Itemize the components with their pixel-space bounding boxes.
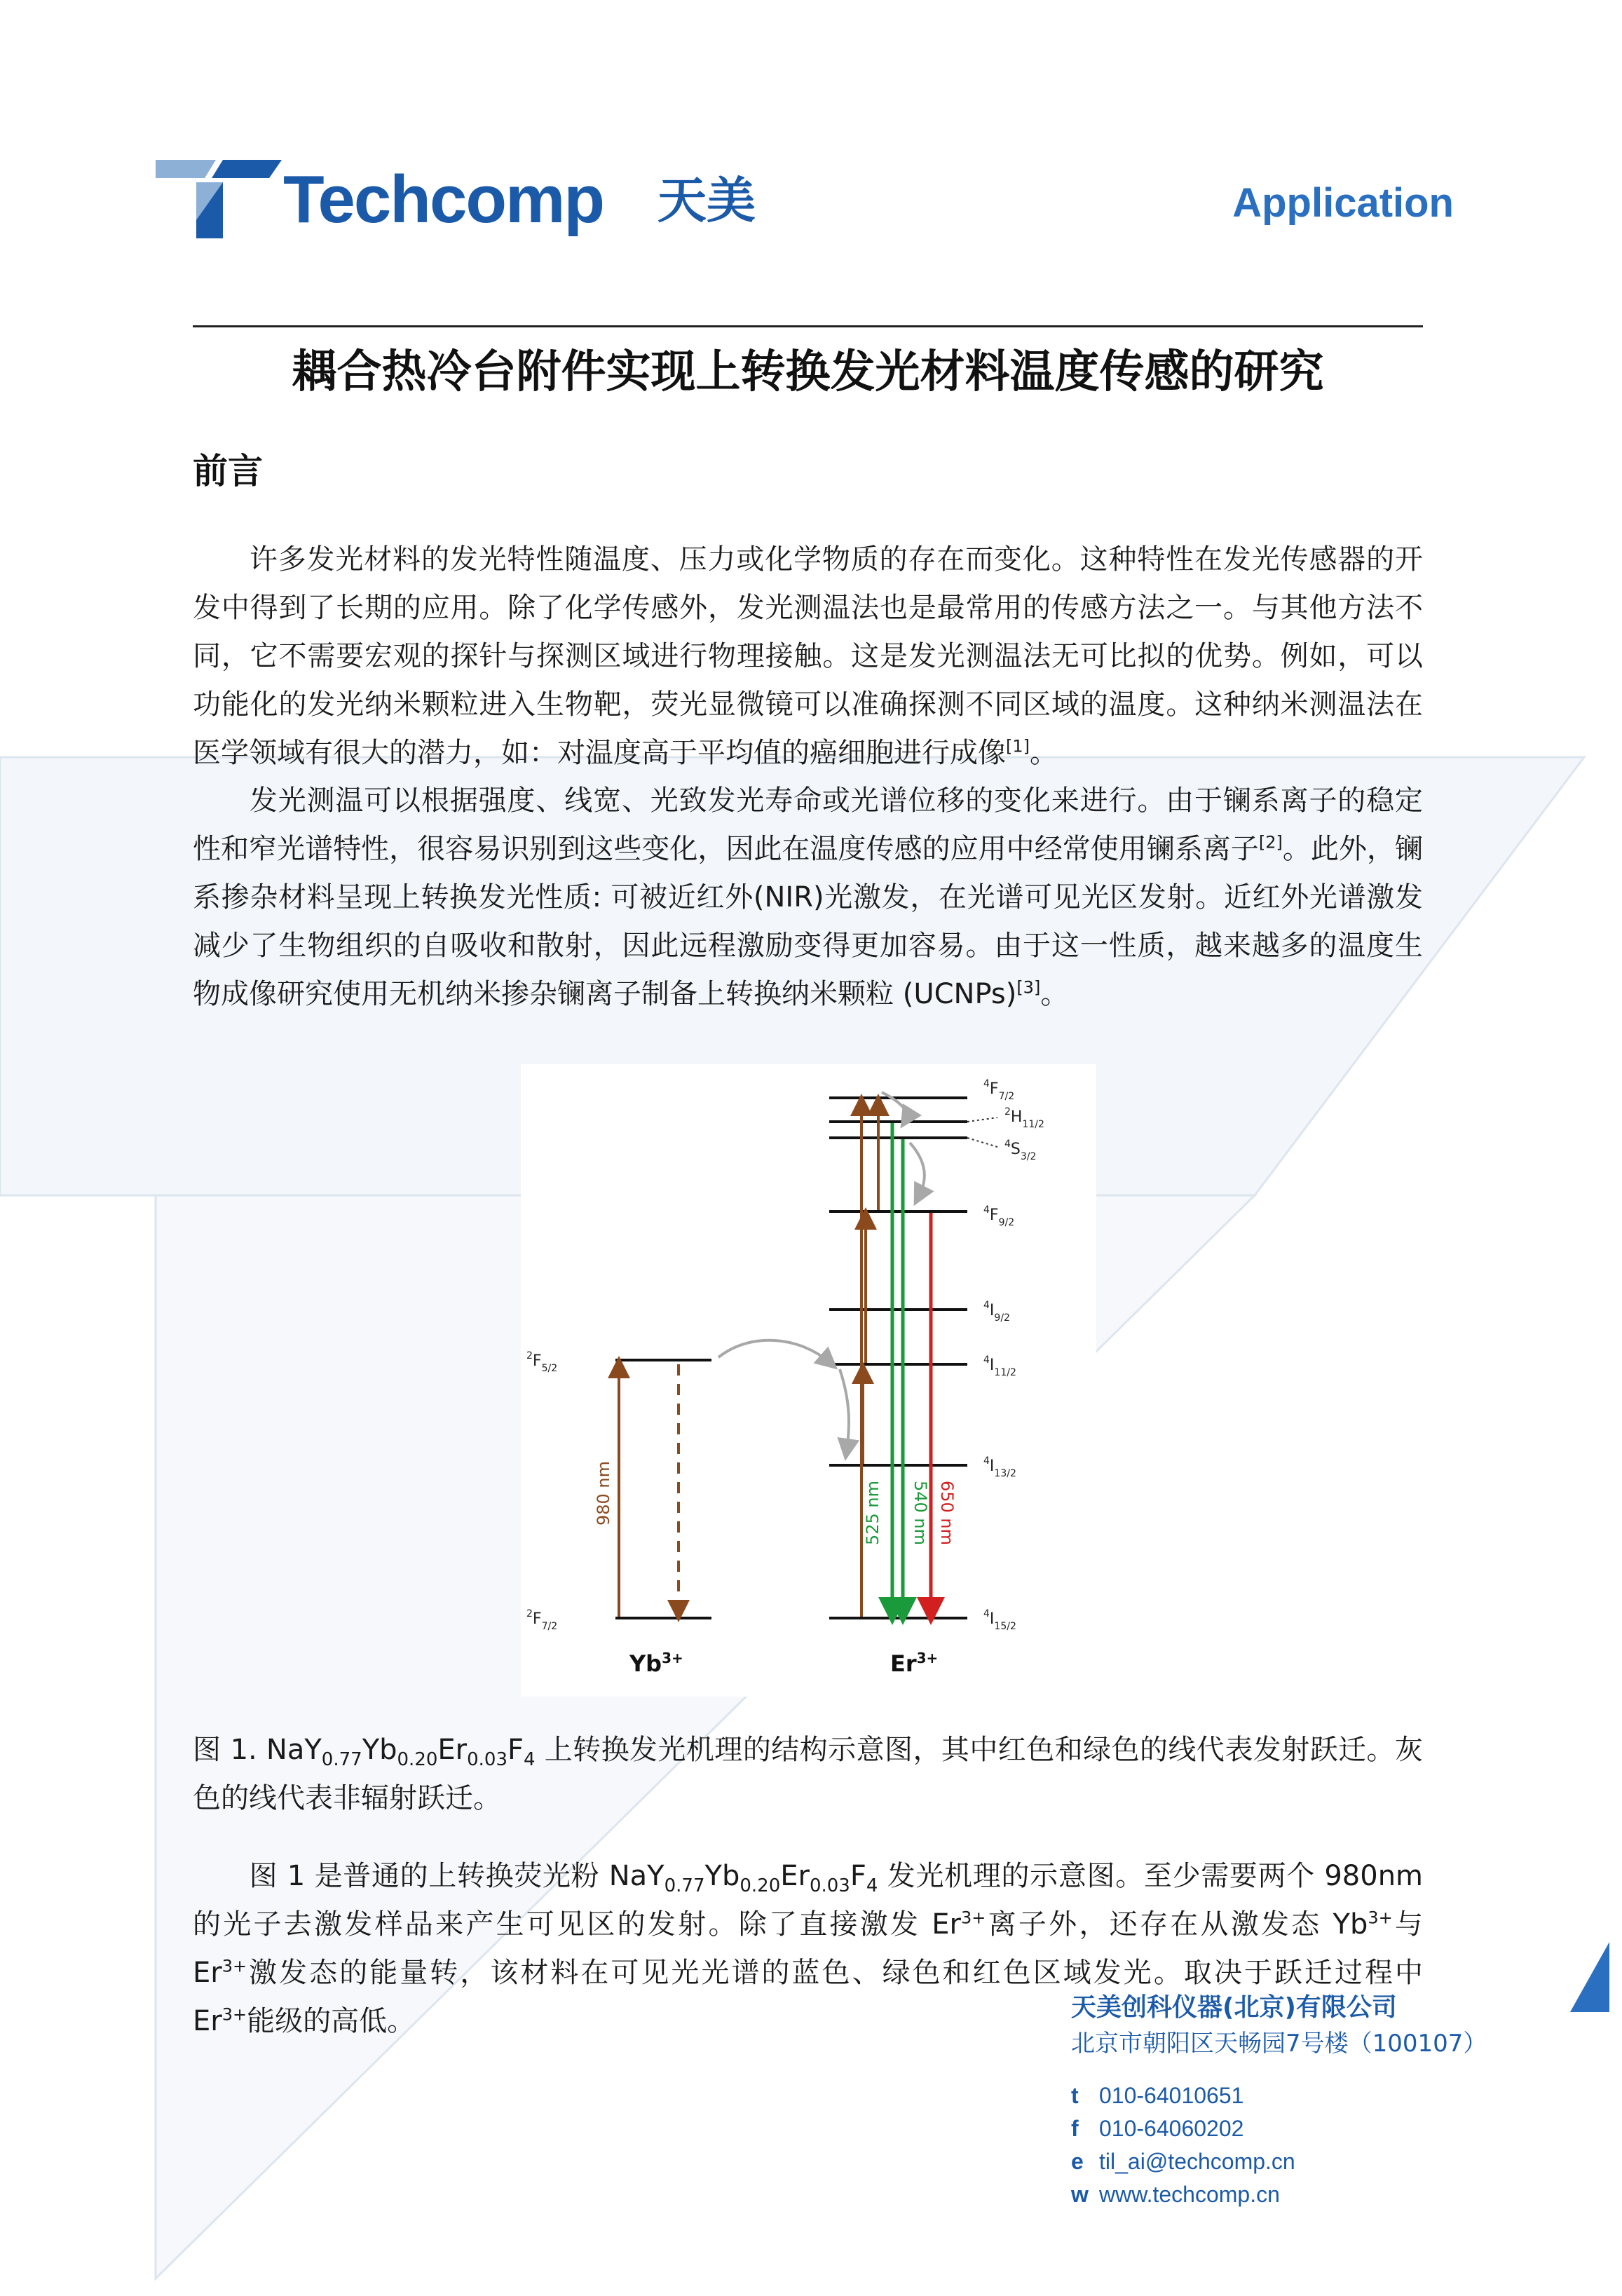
- paragraph-text: 。此外，镧系掺杂材料呈现上转换发光性质: 可被近红外(NIR)光激发，在光谱可见光区发射。近红外光谱激发减少了生物组织的自吸收和散射，因此远程激励变得更加容易。由于这一性质，越来越多的温度生物成像研究使用无机纳米掺杂镧离子制备上转换纳米颗粒 (UCNPs): [193, 833, 1424, 1010]
- paragraph-mechanism: 图 1 是普通的上转换荧光粉 $NaY_{0.77}Yb_{0.20}Er_{0.03}F_4$ 发光机理的示意图。至少需要两个 980nm 的光子去激发样品来产生可见区的发射。除了直接激发 $Er^{3+}$离子外，还存在从激发态 $Yb^{3+}$与 $Er^{3+}$激发态的能量转，该材料在可见光光谱的蓝色、绿色和红色区域发光。取决于跃迁过程中 $Er^{3+}$能级的高低。: [193, 1860, 1424, 2037]
- contact-email[interactable]: e til_ai@techcomp.cn: [1071, 2149, 1295, 2174]
- energy-level-figure: [521, 1064, 1096, 1697]
- label-650nm: 650 nm: [937, 1480, 957, 1546]
- er-ion-label: $Er^{3+}$: [890, 1650, 939, 1677]
- figure-caption: 图 1. $NaY_{0.77}Yb_{0.20}Er_{0.03}F_4$ 上转换发光机理的结构示意图，其中红色和绿色的线代表发射跃迁。灰色的线代表非辐射跃迁。: [193, 1734, 1423, 1814]
- contact-website[interactable]: w www.techcomp.cn: [1071, 2182, 1280, 2207]
- brand-name: Techcomp: [283, 162, 604, 237]
- company-info: [1071, 1990, 1487, 2211]
- er-label-i152: $^4I_{15/2}$: [983, 1608, 1016, 1632]
- paragraph-end: 。: [1040, 978, 1069, 1010]
- nonradiative-arrow-3: [840, 1369, 849, 1450]
- contact-list: [1071, 2079, 1487, 2211]
- paragraph-text: 许多发光材料的发光特性随温度、压力或化学物质的存在而变化。这种特性在发光传感器的开发中得到了长期的应用。除了化学传感外，发光测温法也是最常用的传感方法之一。与其他方法不同，它不需要宏观的探针与探测区域进行物理接触。这是发光测温法无可比拟的优势。例如，可以功能化的发光纳米颗粒进入生物靶，荧光显微镜可以准确探测不同区域的温度。这种纳米测温法在医学领域有很大的潜力，如：对温度高于平均值的癌细胞进行成像: [193, 543, 1423, 769]
- reference-1: [1]: [1006, 736, 1030, 756]
- section-heading: 前言: [193, 451, 263, 491]
- reference-2: [2]: [1258, 832, 1283, 852]
- corner-triangle-icon: [1570, 1942, 1609, 2012]
- paragraph-text: 发光测温可以根据强度、线宽、光致发光寿命或光谱位移的变化来进行。由于镧系离子的稳定性和窄光谱特性，很容易识别到这些变化，因此在温度传感的应用中经常使用镧系离子: [193, 784, 1423, 865]
- label-980nm: 980 nm: [594, 1460, 613, 1526]
- yb-ion-label: $Yb^{3+}$: [629, 1650, 683, 1677]
- nonradiative-arrow-2: [910, 1143, 925, 1196]
- techcomp-mark-icon: [156, 156, 282, 240]
- section-label: Application: [1232, 180, 1454, 226]
- energy-level-diagram: [521, 1064, 1096, 1697]
- paragraph-lanthanide: [193, 777, 1423, 1019]
- reference-3: [3]: [1016, 977, 1041, 998]
- company-address: 北京市朝阳区天畅园7号楼（100107）: [1071, 2030, 1487, 2058]
- brand-name-cn: 天美: [657, 172, 756, 229]
- yb-label-f72: $^2F_{7/2}$: [526, 1608, 558, 1632]
- er-label-i112: $^4I_{11/2}$: [983, 1354, 1016, 1378]
- nonradiative-arrow-1: [882, 1092, 907, 1119]
- er-label-i132: $^4I_{13/2}$: [983, 1455, 1016, 1479]
- er-label-h112: $^2H_{11/2}$: [1004, 1106, 1044, 1130]
- paragraph-end: 。: [1030, 737, 1058, 769]
- er-label-s32: $^4S_{3/2}$: [1004, 1139, 1037, 1162]
- contact-phone: t 010-64010651: [1071, 2083, 1244, 2108]
- contact-fax: f 010-64060202: [1071, 2116, 1244, 2141]
- er-label-i92: $^4I_{9/2}$: [983, 1300, 1010, 1324]
- er-label-f72: $^4F_{7/2}$: [983, 1078, 1015, 1102]
- label-525nm: 525 nm: [863, 1480, 882, 1546]
- page-title: 耦合热冷台附件实现上转换发光材料温度传感的研究: [292, 346, 1324, 398]
- energy-transfer-arrow: [718, 1340, 829, 1362]
- yb-label-f52: $^2F_{5/2}$: [526, 1350, 558, 1374]
- paragraph-intro: [193, 536, 1423, 777]
- label-540nm: 540 nm: [911, 1480, 930, 1546]
- er-label-f92: $^4F_{9/2}$: [983, 1204, 1015, 1228]
- title-divider: [193, 325, 1423, 327]
- techcomp-logo: [156, 156, 772, 240]
- company-name: 天美创科仪器(北京)有限公司: [1071, 1993, 1397, 2022]
